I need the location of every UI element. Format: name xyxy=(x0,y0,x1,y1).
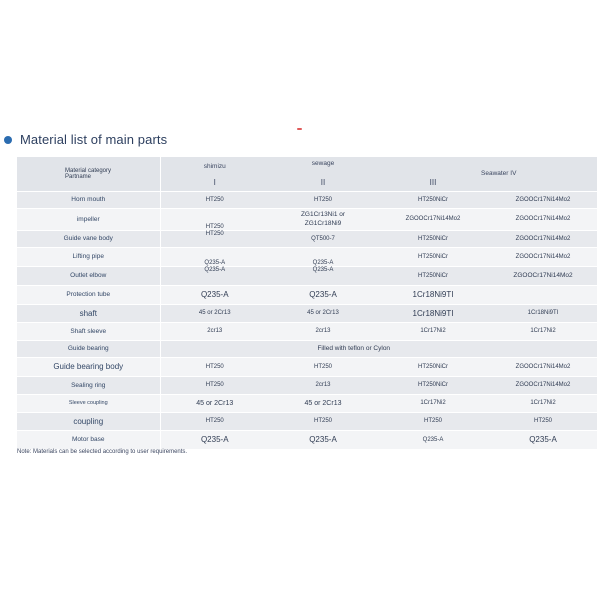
cell-col2-line1: ZG1Cr13Ni1 or xyxy=(300,211,346,218)
cell-col1: HT250 xyxy=(160,412,269,430)
cell-col4: ZGOOCr17Ni14Mo2 xyxy=(489,357,597,376)
cell-col4 xyxy=(489,285,597,304)
cell-col4: ZGOOCr17Ni14Mo2 xyxy=(489,208,597,230)
part-name: coupling xyxy=(17,412,160,430)
cell-col1: HT250 xyxy=(160,376,269,394)
table-row xyxy=(17,357,597,376)
header-col4-name: Seawater IV xyxy=(481,170,517,177)
part-name: shaft xyxy=(17,304,160,322)
part-name: Sealing ring xyxy=(17,376,160,394)
header-col1-roman: I xyxy=(213,178,216,187)
header-col2-roman: II xyxy=(320,178,326,187)
part-name: Guide vane body xyxy=(17,230,160,247)
part-name: Guide bearing xyxy=(17,340,160,357)
cell-col1: Q235-A xyxy=(160,285,269,304)
cell-col3: 1Cr17Ni2 xyxy=(377,322,489,340)
cell-col3: Q235-A xyxy=(377,430,489,449)
cell-col3: ZGOOCr17Ni14Mo2 xyxy=(377,208,489,230)
cell-col1: 45 or 2Cr13 xyxy=(160,304,269,322)
cell-col3: 1Cr17Ni2 xyxy=(377,394,489,412)
bullet-dot-icon xyxy=(4,136,12,144)
cell-col2: 2cr13 xyxy=(269,322,377,340)
cell-col4: HT250 xyxy=(489,412,597,430)
cell-col1: Q235-A xyxy=(160,266,269,285)
table-row xyxy=(17,266,597,285)
part-name: Shaft sleeve xyxy=(17,322,160,340)
part-name: Horn mouth xyxy=(17,191,160,208)
cell-col4: ZGOOCr17Ni14Mo2 xyxy=(489,247,597,266)
header-col1 xyxy=(160,157,269,191)
header-col1-name: shimizu xyxy=(203,163,226,170)
table-row xyxy=(17,322,597,340)
table-row xyxy=(17,208,597,230)
part-name: Guide bearing body xyxy=(17,357,160,376)
header-col3 xyxy=(377,157,489,191)
cell-col4: 1Cr17Ni2 xyxy=(489,322,597,340)
page-title: Material list of main parts xyxy=(20,132,168,147)
cell-col2-line2: ZG1Cr18Ni9 xyxy=(304,220,342,227)
cell-col3: HT250NiCr xyxy=(377,247,489,266)
section-heading xyxy=(4,132,167,147)
part-name: Motor base xyxy=(17,430,160,449)
cell-col3: 1Cr18Ni9TI xyxy=(377,304,489,322)
cell-span: Filled with teflon or Cylon xyxy=(160,340,597,357)
part-name: Sleeve coupling xyxy=(17,394,160,412)
table-row xyxy=(17,412,597,430)
header-col2 xyxy=(269,157,377,191)
materials-table xyxy=(17,157,597,450)
header-partname-label: Partname xyxy=(65,173,92,180)
table-row xyxy=(17,304,597,322)
table-row xyxy=(17,394,597,412)
table-header-row xyxy=(17,157,597,191)
part-name: impeller xyxy=(17,208,160,230)
cell-col3: 1Cr18Ni9TI xyxy=(377,285,489,304)
part-name: Outlet elbow xyxy=(17,266,160,285)
cell-col4: Q235-A xyxy=(489,430,597,449)
red-mark-icon xyxy=(297,128,302,130)
table-row xyxy=(17,340,597,357)
header-category-label: Material category xyxy=(65,167,112,174)
table-row xyxy=(17,230,597,247)
cell-col2: 45 or 2Cr13 xyxy=(269,304,377,322)
header-col3-roman: III xyxy=(429,178,437,187)
cell-col2: Q235-A xyxy=(269,430,377,449)
table-row xyxy=(17,285,597,304)
table-row xyxy=(17,247,597,266)
header-col2-name: sewage xyxy=(311,160,335,167)
part-name: Protection tube xyxy=(17,285,160,304)
cell-col2: HT250 xyxy=(269,191,377,208)
cell-col2: HT250 xyxy=(269,412,377,430)
cell-col1: Q235-A xyxy=(160,247,269,266)
cell-col1: HT250 xyxy=(160,208,269,230)
cell-col1: 2cr13 xyxy=(160,322,269,340)
cell-col2: 2cr13 xyxy=(269,376,377,394)
part-name: Lifting pipe xyxy=(17,247,160,266)
cell-col1: HT250 xyxy=(160,230,269,247)
cell-col4: 1Cr18Ni9TI xyxy=(489,304,597,322)
cell-col2: Q235-A xyxy=(269,266,377,285)
cell-col4: ZGOOCr17Ni14Mo2 xyxy=(489,376,597,394)
cell-col2: Q235-A xyxy=(269,285,377,304)
table-row xyxy=(17,376,597,394)
cell-col2: Q235-A xyxy=(269,247,377,266)
header-category-cell xyxy=(17,157,160,191)
footnote: Note: Materials can be selected according to user requirements. xyxy=(17,449,188,455)
cell-col3: HT250NiCr xyxy=(377,357,489,376)
cell-col3: HT250NiCr xyxy=(377,376,489,394)
table-row xyxy=(17,430,597,449)
cell-col1: HT250 xyxy=(160,357,269,376)
cell-col3: HT250NiCr xyxy=(377,266,489,285)
cell-col2: HT250 xyxy=(269,357,377,376)
header-col4 xyxy=(481,157,597,191)
cell-col4: 1Cr17Ni2 xyxy=(489,394,597,412)
cell-col4: ZGOOCr17Ni14Mo2 xyxy=(489,266,597,285)
cell-col2: QT500-7 xyxy=(269,230,377,247)
cell-col4: ZGOOCr17Ni14Mo2 xyxy=(489,191,597,208)
cell-col1: Q235-A xyxy=(160,430,269,449)
cell-col3: HT250 xyxy=(377,412,489,430)
cell-col3: HT250NiCr xyxy=(377,230,489,247)
cell-col2: 45 or 2Cr13 xyxy=(269,394,377,412)
cell-col2 xyxy=(269,208,377,230)
cell-col1: HT250 xyxy=(160,191,269,208)
cell-col3: HT250NiCr xyxy=(377,191,489,208)
cell-col1: 45 or 2Cr13 xyxy=(160,394,269,412)
table-row xyxy=(17,191,597,208)
cell-col4: ZGOOCr17Ni14Mo2 xyxy=(489,230,597,247)
